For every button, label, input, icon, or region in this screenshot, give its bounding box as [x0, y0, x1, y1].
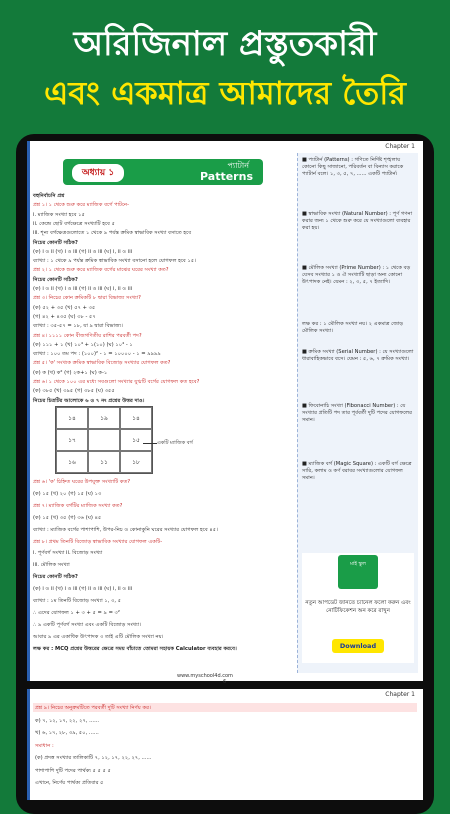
- text-line: ii. কেন্দ্রে ছোট বর্গক্ষেত্রে সংখ্যাটি হবে ৫: [33, 220, 115, 227]
- grid-caption: একটি ম্যাজিক বর্গ: [157, 440, 193, 446]
- text-line: পাশাপাশি দুটি পদের পার্থক্য ৫ ৫ ৫ ৫: [35, 767, 111, 774]
- text-line: (ক) i ও ii (খ) i ও iii (গ) ii ও iii (ঘ) i, ii ও iii: [33, 586, 133, 593]
- headline-line-2: এবং একমাত্র আমাদের তৈরি: [44, 74, 406, 112]
- notes-column: [297, 153, 418, 673]
- text-line: প্রশ্ন ৫। 'ক' সংখ্যক ক্রমিক স্বাভাবিক বিজোড় সংখ্যার যোগফল কত?: [33, 360, 171, 367]
- text-line: প্রশ্ন ৯। নিচের অনুক্রমটিতে পরবর্তী দুটি সংখ্যা নির্ণয় কর।: [35, 705, 151, 711]
- grid-cell: ১৪: [56, 407, 88, 429]
- text-line: i. ম্যাজিক সংখ্যা হবে ১৫: [33, 211, 85, 218]
- text-line: (ক) প্রদত্ত সংখ্যার তালিকাটি ৭, ১২, ১৭, ২২, ২৭, ......: [35, 755, 152, 761]
- text-line: (ক) ৫২ + ৩৫ (খ) ৫৭ + ৩৫: [33, 304, 96, 311]
- text-line: নিচের কোনটি সঠিক?: [33, 276, 78, 283]
- text-line: (ক) ১৫ (খ) ৩৫ (গ) ৩৬ (ঘ) ৪৫: [33, 514, 102, 521]
- text-line: প্রশ্ন ১। ১ থেকে শুরু করে ম্যাজিক বর্গে পাটনে-: [33, 202, 130, 209]
- textbook-page[interactable]: [27, 141, 423, 685]
- text-line: (ক) i ও ii (খ) i ও iii (গ) ii ও iii (ঘ) i, ii ও iii: [33, 248, 133, 255]
- text-line: iii. শূন্য বর্গক্ষেত্রগুলোতে ১ থেকে ৯ পর্যন্ত ক্রমিক স্বাভাবিক সংখ্যা বসাতে হবে: [33, 230, 192, 237]
- grid-cell: ১৪: [120, 407, 152, 429]
- text-line: নিচের কোনটি সঠিক?: [33, 239, 78, 246]
- text-line: প্রশ্ন ৮। প্রথম তিনটি বিজোড় স্বাভাবিক সংখ্যার যোগফল একটি-: [33, 538, 163, 545]
- text-line: (ক) ৩৮৫ (খ) ৩৯৫ (গ) ৩৮৫ (ঘ) ৩৫৫: [33, 388, 115, 395]
- text-line: লক্ষ কর : MCQ প্রশ্নের উত্তরের ক্ষেত্রে সময় বাঁচাতে তোমরা সহায়ক Calculator ব্যবহার করবে।: [33, 645, 237, 652]
- promo-box: [302, 553, 414, 663]
- page-margin-bar: [27, 689, 30, 800]
- footer-url: www.myschool4d.com: [177, 673, 233, 679]
- grid-cell: ১৮: [120, 451, 152, 473]
- download-button[interactable]: Download: [332, 639, 384, 653]
- text-line: ∴ এদের যোগফল ১ + ৩ + ৫ = ৯ = ৩²: [33, 609, 121, 616]
- text-line: (গ) ৪২ + ৪৩৫ (ঘ) ৩৮ - ৫৭: [33, 313, 96, 320]
- note-block: ■ ম্যাজিক বর্গ (Magic Square) : একটি বর্গ ক্ষেত্রে সারি, কলাম ও কর্ণ বরাবর সংখ্যাগুলোর যোগফল সমান।: [302, 461, 412, 481]
- arrow-line: [143, 443, 157, 444]
- text-line: নিচের চিত্রটির আলোকে ৬ ও ৭ নং প্রশ্নের উত্তর দাও।: [33, 397, 145, 404]
- text-line: ব্যাখ্যা : ম্যাজিক বর্গের পাশাপাশি, উপর-নিচ ও কোনাকুনি ঘরের সংখ্যার যোগফল হবে ৪৫।: [33, 526, 218, 533]
- grid-cell: ১৬: [56, 451, 88, 473]
- magic-square-grid: [55, 406, 153, 474]
- text-line: আবার ৯ এর একাধিক উৎপাদক ৩ তাই এটি মৌলিক সংখ্যা নয়।: [33, 633, 164, 640]
- textbook-page-2[interactable]: [27, 689, 423, 800]
- text-line: ∴ ৯ একটি পূর্ণবর্গ সংখ্যা এবং একটি বিজোড় সংখ্যা।: [33, 621, 141, 628]
- app-logo-text: মাই স্কুল: [350, 561, 366, 567]
- grid-cell: ১৭: [56, 429, 88, 451]
- text-line: (ক) i ও ii (খ) i ও iii (গ) ii ও iii (ঘ) i, ii ও iii: [33, 286, 133, 292]
- page-margin-bar: [27, 141, 30, 681]
- app-logo: [338, 555, 378, 589]
- grid-cell: ১৫: [120, 429, 152, 451]
- note-block: ■ ফিবোনাচি সংখ্যা (Fibonacci Number) : যে সংখ্যার প্রতিটি পদ তার পূর্ববর্তী দুটি পদের যোগফলের সমান।: [302, 403, 413, 423]
- text-line: ব্যাখ্যা : ১ম তিনটি বিজোড় সংখ্যা ১, ৩, ৫: [33, 598, 122, 604]
- grid-cell: ১১: [88, 451, 120, 473]
- text-line: নিচের কোনটি সঠিক?: [33, 574, 78, 581]
- text-line: এখানে, নির্ণেয় পার্থক্য প্রতিবার ৫: [35, 780, 104, 786]
- text-line: (ক) ১১১ + ১ (খ) ১০⁴ + ১(১০) (ঘ) ১০⁴ - ১: [33, 341, 133, 348]
- chapter-title-bn: প্যাটার্ন: [227, 161, 249, 170]
- note-block: লক্ষ কর : ১ মৌলিক সংখ্যা নয়। ২ একমাত্র জোড় মৌলিক সংখ্যা।: [302, 321, 404, 334]
- text-line: প্রশ্ন ৩। নিচের কোন ক্রমিকটি ৮ দ্বারা বিভাজ্য সংখ্যা?: [33, 295, 141, 302]
- chapter-label: Chapter 1: [385, 143, 415, 150]
- text-line: iii. মৌলিক সংখ্যা: [33, 562, 70, 569]
- note-block: ■ ক্রমিক সংখ্যা (Serial Number) : যে সংখ্যাগুলো ধারাবাহিকভাবে বসে। যেমন : ৫, ৬, ৭ ক্রমিক সংখ্যা।: [302, 349, 414, 362]
- text-line: প্রশ্ন ৭। ম্যাজিক বর্গটির ম্যাজিক সংখ্যা কত?: [33, 502, 123, 509]
- chapter-pill: অধ্যায় ১: [71, 163, 125, 183]
- note-block: ■ স্বাভাবিক সংখ্যা (Natural Number) : পূর্ণ গণনা করার জন্য ১ থেকে শুরু করে যে সংখ্যাগুলো ব্যবহার করা হয়।: [302, 211, 413, 231]
- text-line: বহুনির্বাচনি প্রশ্ন: [33, 193, 65, 199]
- chapter-title-en: Patterns: [200, 170, 253, 183]
- headline-line-1: অরিজিনাল প্রস্তুতকারী: [73, 24, 377, 64]
- text-line: খ) ৬, ১৭, ২৮, ৩৯, ৫০, ......: [35, 730, 99, 736]
- note-block: ■ মৌলিক সংখ্যা (Prime Number) : ১ থেকে বড় যেসব সংখ্যার ১ ও ঐ সংখ্যাটি ছাড়া অন্য কোনো উৎপাদক নেই। যেমন : ২, ৩, ৫, ৭ ইত্যাদি।: [302, 265, 411, 285]
- text-line: ব্যাখ্যা : ১০০ তম পদ : (১০০)² - ১ = ১০০০০ - ১ = ৯৯৯৯: [33, 351, 161, 358]
- text-line: প্রশ্ন ৬। ১ থেকে ১০০ এর মধ্যে সবগুলো সংখ্যার যুগ্মটি বর্গের যোগফল কত হবে?: [33, 379, 200, 385]
- promo-message: নতুন আপডেট জানতে চ্যানেল ফলো করুন এবং নোটিফিকেশন অন করে রাখুন: [305, 600, 411, 614]
- text-line: (ক) ১৫ (খ) ২০ (গ) ১৫ (ঘ) ১৩: [33, 490, 102, 497]
- grid-cell: ১৯: [88, 407, 120, 429]
- grid-cell: [88, 429, 120, 451]
- text-line: প্রশ্ন ৬। 'ক' চিহ্নিত ঘরের উপযুক্ত সংখ্যাটি কত?: [33, 479, 131, 485]
- page-number: 6: [223, 679, 227, 685]
- text-line: সমাধান :: [35, 742, 54, 749]
- chapter-banner: [63, 159, 263, 185]
- text-line: (ক) ক (খ) ক² (গ) ২ক+১ (ঘ) ক-১: [33, 369, 108, 376]
- text-line: প্রশ্ন ২। ১ থেকে শুরু করে ম্যাজিক বর্গের মাঝের ঘরের সংখ্যা কত?: [33, 267, 169, 274]
- note-block: ■ প্যাটার্ন (Patterns) : গণিতে নির্দিষ্ট শৃঙ্খলায় কোনো কিছু সাজানো, পরিবর্তন বা বিন্যাস করাকে প্যাটার্ন বলে। ১, ৩, ৫, ৭, ...... একটি প্যাটার্ন।: [302, 157, 404, 177]
- text-line: i. পূর্ণবর্গ সংখ্যা ii. বিজোড় সংখ্যা: [33, 550, 103, 557]
- text-line: ব্যাখ্যা : ৩৫-৫৭ = ১৮, যা ৯ দ্বারা বিভাজ্য।: [33, 323, 123, 330]
- text-line: ব্যাখ্যা : ১ থেকে ৯ পর্যন্ত ক্রমিক স্বাভাবিক সংখ্যা বসানো হলে যোগফল হবে ১৫।: [33, 258, 197, 265]
- text-line: ক) ৭, ১২, ১৭, ২২, ২৭, ......: [35, 717, 100, 724]
- questions-column: [33, 151, 295, 671]
- text-line: প্রশ্ন ৪। ১১১১ কোন বীজগণিতীয় রাশির পরবর্তী পদ?: [33, 332, 142, 339]
- chapter-label: Chapter 1: [385, 691, 415, 698]
